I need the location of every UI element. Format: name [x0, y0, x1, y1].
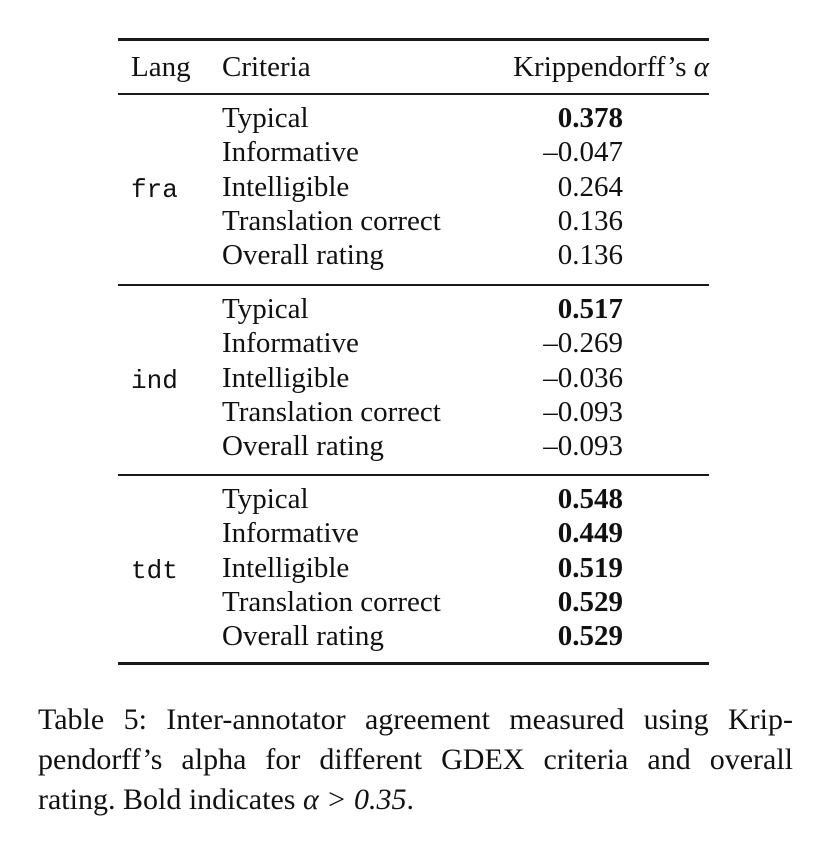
caption-line-2: pendorff’s alpha for different GDEX criteria and overall [38, 743, 793, 776]
alpha-value-cell: –0.093 [543, 430, 623, 463]
lang-label-2: tdt [131, 555, 178, 586]
group-separator-rule [118, 474, 709, 476]
lang-label-0: fra [131, 174, 178, 205]
caption-line-3-end: . [406, 783, 414, 816]
criteria-cell: Overall rating [222, 620, 384, 653]
alpha-value-cell: 0.517 [557, 293, 623, 325]
criteria-cell: Intelligible [222, 170, 350, 203]
alpha-value-cell: 0.136 [557, 204, 623, 237]
table-caption [38, 700, 793, 820]
header-alpha [513, 50, 709, 84]
alpha-value-cell: 0.264 [557, 170, 623, 203]
alpha-value-cell: –0.047 [543, 136, 623, 169]
alpha-value-cell: 0.449 [557, 517, 623, 550]
criteria-cell: Typical [222, 483, 309, 515]
caption-line-3 [38, 780, 793, 820]
alpha-value-cell: 0.529 [557, 620, 623, 653]
header-lang: Lang [131, 51, 191, 83]
criteria-cell: Overall rating [222, 430, 384, 463]
alpha-value-cell: –0.269 [543, 327, 623, 360]
criteria-cell: Informative [222, 517, 359, 550]
caption-line-3-text: rating. Bold indicates [38, 783, 303, 816]
criteria-cell: Informative [222, 327, 359, 360]
group-separator-rule [118, 284, 709, 286]
criteria-cell: Intelligible [222, 551, 350, 584]
alpha-value-cell: 0.548 [557, 483, 623, 515]
header-criteria: Criteria [222, 51, 311, 83]
criteria-cell: Typical [222, 102, 309, 134]
alpha-value-cell: –0.093 [543, 395, 623, 428]
header-rule [118, 93, 709, 95]
alpha-value-cell: 0.529 [557, 585, 623, 618]
criteria-cell: Typical [222, 293, 309, 325]
criteria-cell: Overall rating [222, 239, 384, 272]
alpha-value-cell: 0.378 [557, 102, 623, 134]
top-rule [118, 38, 709, 41]
criteria-cell: Intelligible [222, 361, 350, 394]
alpha-symbol: α [693, 51, 709, 83]
criteria-cell: Informative [222, 136, 359, 169]
lang-label-1: ind [131, 365, 178, 396]
criteria-cell: Translation correct [222, 585, 441, 618]
header-alpha-text: Krippendorff’s [513, 51, 694, 83]
caption-line-1: Table 5: Inter-annotator agreement measured using Krip- [38, 703, 793, 736]
criteria-cell: Translation correct [222, 204, 441, 237]
caption-math: α > 0.35 [302, 783, 407, 816]
alpha-value-cell: 0.519 [557, 551, 623, 584]
criteria-cell: Translation correct [222, 395, 441, 428]
alpha-value-cell: 0.136 [557, 239, 623, 272]
bottom-rule [118, 662, 709, 665]
alpha-value-cell: –0.036 [543, 361, 623, 394]
